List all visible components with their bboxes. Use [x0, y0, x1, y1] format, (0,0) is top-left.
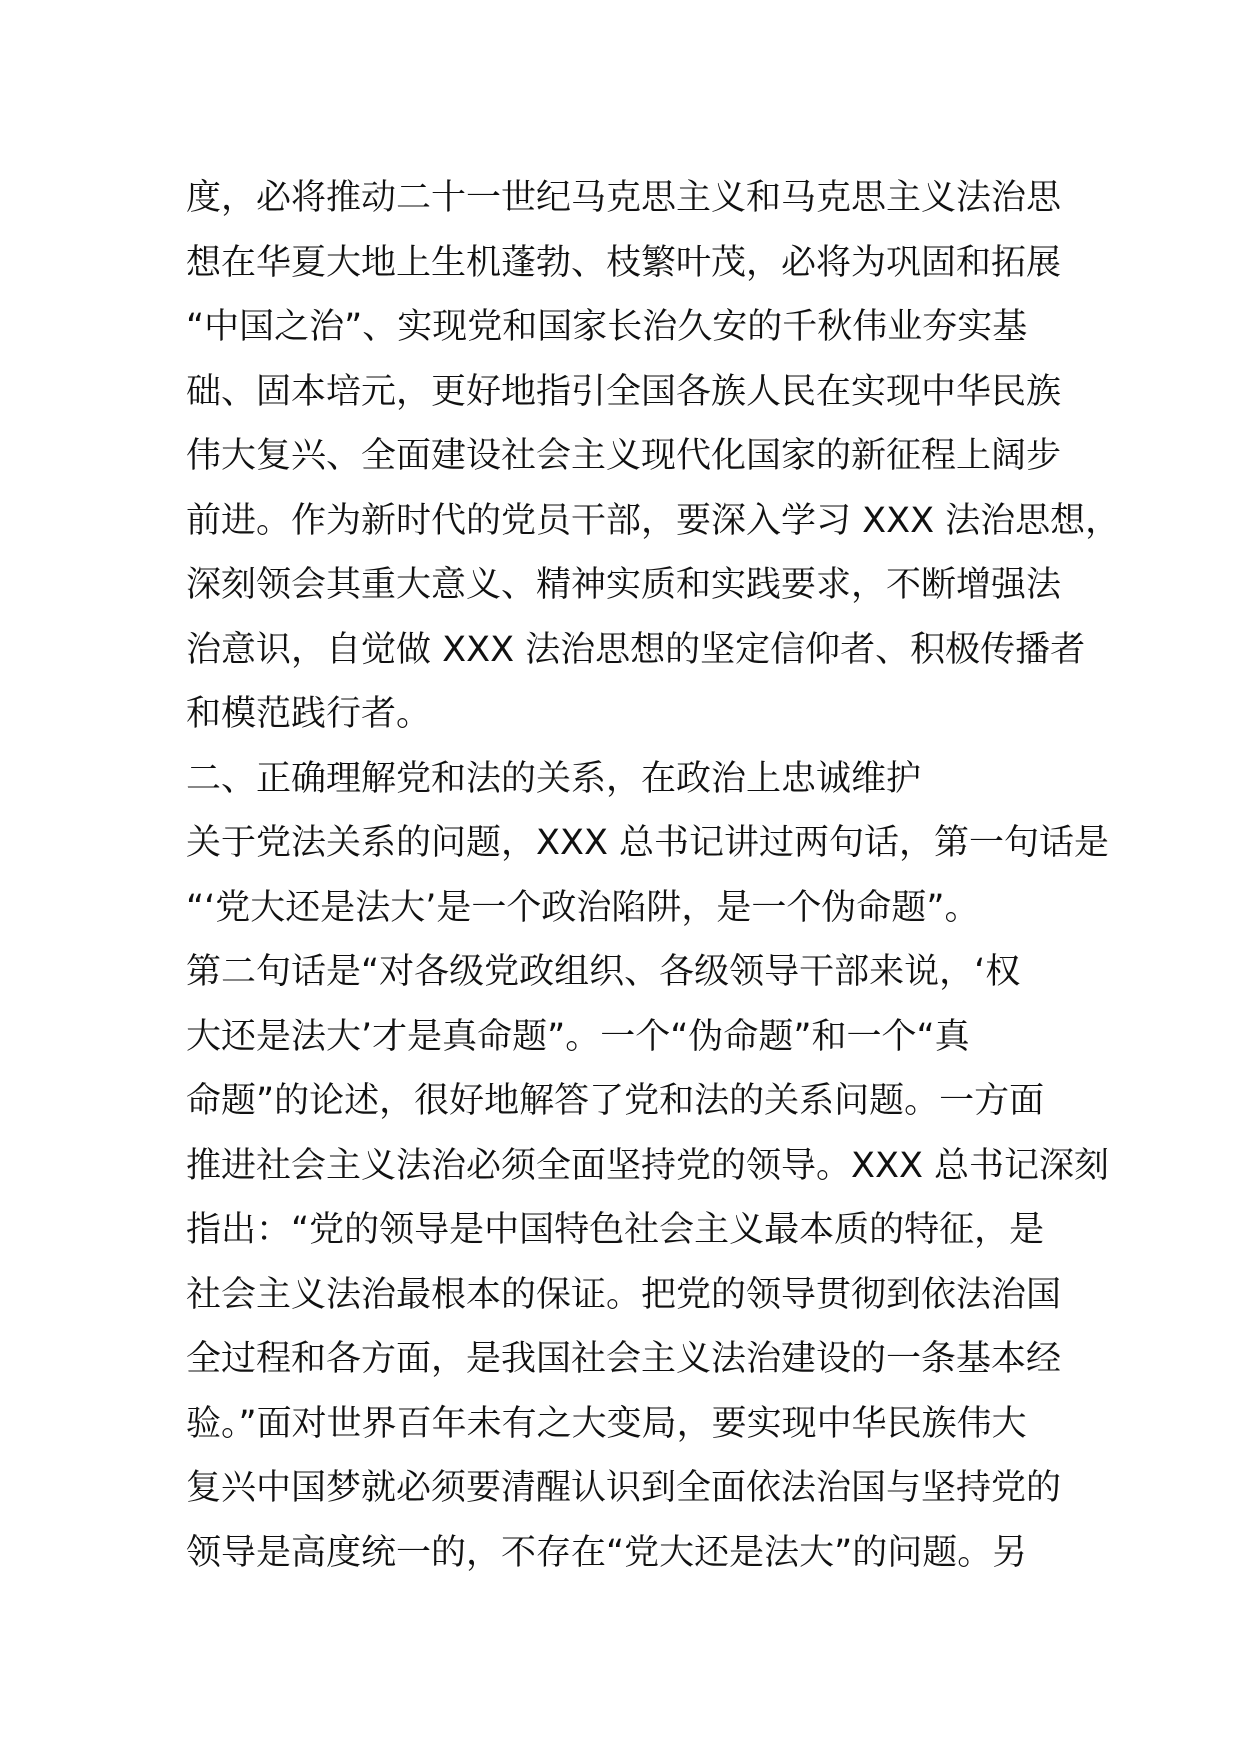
text-line: 命题”的论述，很好地解答了党和法的关系问题。一方面 — [186, 1081, 1045, 1121]
text-line: 想在华夏大地上生机蓬勃、枝繁叶茂，必将为巩固和拓展 — [186, 242, 1062, 283]
section-heading: 二、正确理解党和法的关系，在政治上忠诚维护 — [186, 758, 922, 799]
text-line: 领导是高度统一的，不存在“党大还是法大”的问题。另 — [186, 1532, 1028, 1573]
text-line: 和模范践行者。 — [186, 694, 432, 734]
text-line: 社会主义法治最根本的保证。把党的领导贯彻到依法治国 — [186, 1274, 1062, 1315]
text-line: 前进。作为新时代的党员干部，要深入学习 XXX 法治思想， — [186, 500, 1121, 541]
text-line: 大还是法大’才是真命题”。一个“伪命题”和一个“真 — [186, 1016, 970, 1057]
text-line: 验。”面对世界百年未有之大变局，要实现中华民族伟大 — [186, 1403, 1027, 1444]
text-line: 深刻领会其重大意义、精神实质和实践要求，不断增强法 — [186, 565, 1062, 605]
text-line: 指出：“党的领导是中国特色社会主义最本质的特征，是 — [186, 1210, 1045, 1250]
document-body — [186, 166, 1121, 1585]
text-line: 关于党法关系的问题，XXX 总书记讲过两句话，第一句话是 — [186, 823, 1110, 863]
text-line: 治意识，自觉做 XXX 法治思想的坚定信仰者、积极传播者 — [186, 629, 1086, 670]
text-line: 复兴中国梦就必须要清醒认识到全面依法治国与坚持党的 — [186, 1468, 1062, 1508]
text-line: “中国之治”、实现党和国家长治久安的千秋伟业夯实基 — [186, 307, 1028, 347]
text-line: 第二句话是“对各级党政组织、各级领导干部来说，‘权 — [186, 952, 1021, 992]
text-line: 伟大复兴、全面建设社会主义现代化国家的新征程上阔步 — [186, 436, 1062, 476]
text-line: 础、固本培元，更好地指引全国各族人民在实现中华民族 — [186, 371, 1062, 412]
text-line: “‘党大还是法大’是一个政治陷阱，是一个伪命题”。 — [186, 887, 980, 928]
text-line: 推进社会主义法治必须全面坚持党的领导。XXX 总书记深刻 — [186, 1145, 1110, 1186]
text-line: 度，必将推动二十一世纪马克思主义和马克思主义法治思 — [186, 178, 1062, 218]
text-line: 全过程和各方面，是我国社会主义法治建设的一条基本经 — [186, 1339, 1062, 1379]
